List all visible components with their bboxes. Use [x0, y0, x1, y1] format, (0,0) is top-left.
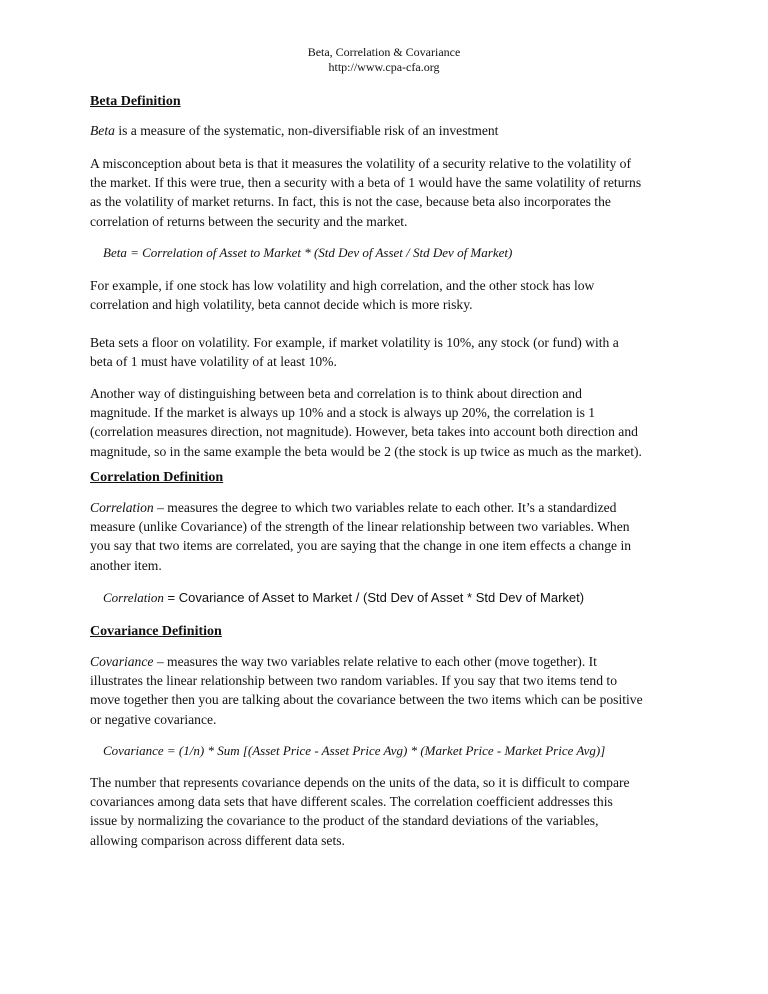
- text-line: another item.: [90, 557, 162, 573]
- text-line: – measures the degree to which two variables relate to each other. It’s a standardized: [153, 500, 617, 515]
- correlation-paragraph: [90, 498, 690, 575]
- beta-definition: [90, 121, 690, 140]
- correlation-formula: [103, 588, 584, 607]
- text-line: (correlation measures direction, not magnitude). However, beta takes into account both direction and: [90, 424, 638, 440]
- text-line: as the volatility of market returns. In fact, this is not the case, because beta also incorporates the: [90, 194, 611, 210]
- correlation-formula-term: Correlation: [103, 590, 164, 605]
- beta-formula: Beta = Correlation of Asset to Market * (Std Dev of Asset / Std Dev of Market): [103, 245, 513, 260]
- beta-paragraph-1: [90, 154, 690, 231]
- text-line: the market. If this were true, then a security with a beta of 1 would have the same volatility of returns: [90, 175, 642, 191]
- text-line: allowing comparison across different data sets.: [90, 832, 345, 848]
- beta-paragraph-3: [90, 333, 690, 371]
- beta-definition-text: is a measure of the systematic, non-diversifiable risk of an investment: [114, 123, 499, 138]
- document-title: Beta, Correlation & Covariance: [307, 45, 461, 59]
- text-line: correlation of returns between the security and the market.: [90, 213, 408, 229]
- text-line: move together then you are talking about the covariance between the two items which can be positive: [90, 692, 643, 708]
- text-line: issue by normalizing the covariance to the product of the standard deviations of the variables,: [90, 813, 599, 829]
- text-line: For example, if one stock has low volatility and high correlation, and the other stock has low: [90, 278, 595, 293]
- text-line: The number that represents covariance depends on the units of the data, so it is difficult to compare: [90, 775, 630, 790]
- beta-heading: Beta Definition: [90, 94, 181, 109]
- text-line: A misconception about beta is that it measures the volatility of a security relative to the volatility of: [90, 156, 631, 171]
- text-line: correlation and high volatility, beta cannot decide which is more risky.: [90, 297, 473, 313]
- correlation-formula-text: = Covariance of Asset to Market / (Std Dev of Asset * Std Dev of Market): [163, 590, 585, 605]
- covariance-term: Covariance: [90, 654, 154, 669]
- text-line: magnitude. If the market is always up 10% and a stock is always up 20%, the correlation is 1: [90, 405, 596, 421]
- text-line: Beta sets a floor on volatility. For example, if market volatility is 10%, any stock (or fund) with a: [90, 335, 619, 350]
- document-url: http://www.cpa-cfa.org: [328, 60, 440, 74]
- covariance-formula: Covariance = (1/n) * Sum [(Asset Price - Asset Price Avg) * (Market Price - Market Price Avg)]: [103, 743, 606, 758]
- covariance-heading: Covariance Definition: [90, 624, 222, 639]
- text-line: magnitude, so in the same example the beta would be 2 (the stock is up twice as much as the market).: [90, 443, 642, 459]
- covariance-paragraph: [90, 652, 690, 729]
- text-line: – measures the way two variables relate relative to each other (move together). It: [153, 654, 597, 669]
- text-line: measure (unlike Covariance) of the strength of the linear relationship between two variables. When: [90, 519, 630, 535]
- beta-term: Beta: [90, 123, 115, 138]
- text-line: illustrates the linear relationship between two random variables. If you say that two items tend to: [90, 673, 617, 689]
- beta-paragraph-4: [90, 384, 690, 461]
- covariance-paragraph-2: [90, 773, 690, 850]
- text-line: covariances among data sets that have different scales. The correlation coefficient addresses this: [90, 794, 613, 810]
- text-line: you say that two items are correlated, you are saying that the change in one item effects a change in: [90, 538, 632, 554]
- beta-paragraph-2: [90, 276, 690, 314]
- text-line: Another way of distinguishing between beta and correlation is to think about direction and: [90, 386, 582, 401]
- correlation-term: Correlation: [90, 500, 154, 515]
- correlation-heading: Correlation Definition: [90, 470, 224, 485]
- text-line: or negative covariance.: [90, 711, 217, 727]
- text-line: beta of 1 must have volatility of at least 10%.: [90, 354, 337, 370]
